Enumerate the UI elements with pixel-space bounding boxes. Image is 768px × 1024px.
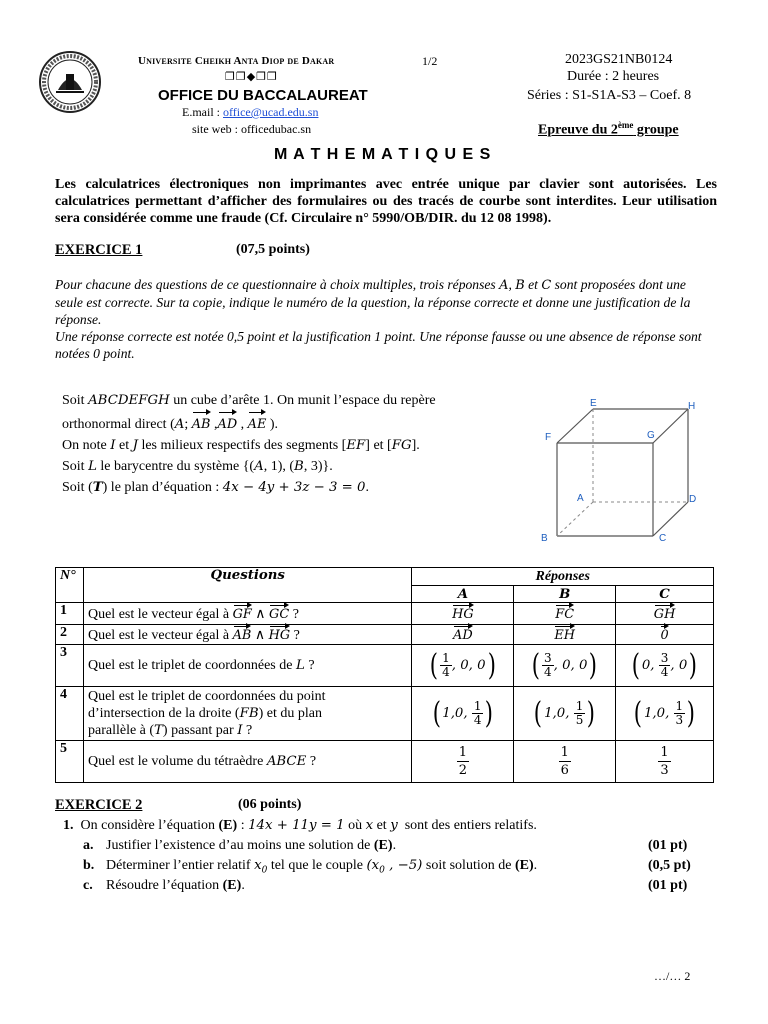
page-footer: …/… 2 bbox=[654, 969, 691, 983]
cube-label-e: E bbox=[590, 398, 597, 409]
cube-label-c: C bbox=[659, 533, 667, 544]
page-title: M A T H E M A T I Q U E S bbox=[274, 146, 492, 163]
table-header-row bbox=[56, 568, 714, 586]
cube-label-g: G bbox=[647, 430, 655, 441]
qcm-table bbox=[55, 567, 714, 783]
cube-label-b: B bbox=[541, 533, 548, 544]
cube-label-h: H bbox=[688, 401, 696, 412]
exam-code: 2023GS21NB0124 bbox=[565, 52, 673, 67]
table-row: 1 Quel est le vecteur égal à GF ∧ GC ? HG FC GH bbox=[56, 603, 714, 625]
cube-label-a: A bbox=[577, 493, 584, 504]
site-line: site web : officedubac.sn bbox=[192, 122, 312, 136]
cube-diagram bbox=[535, 395, 710, 545]
table-row: 4 Quel est le triplet de coordonnées du point d’intersection de la droite (FB) et du plan parallèle à (T) passant par I ? ( 1,0, $\frac{1}{4}$ ) ( 1,0, $\frac{1}{5}$ ) ( 1,0, $\frac{1}{3}$ ) bbox=[56, 687, 714, 741]
ornament: ❐❐◆❐❐ bbox=[225, 71, 278, 83]
ex2-title: EXERCICE 2 bbox=[55, 797, 143, 813]
cube-label-f: F bbox=[545, 432, 552, 443]
header-a: A bbox=[412, 586, 514, 603]
ex2-c-points: (01 pt) bbox=[648, 878, 688, 893]
ex2-points: (06 points) bbox=[238, 797, 302, 812]
ex2-a-label: a. bbox=[83, 838, 94, 853]
page-index: 1/2 bbox=[422, 54, 438, 68]
calculator-notice: Les calculatrices électroniques non imprimantes avec entrée unique par clavier sont autorisées. Les calculatrices permettant d’afficher des formulaires ou des tracés de courbe sont interdites. Leur utilisation sera considérée comme une fraude (Cf. Circulaire n° 5990/OB/DIR. du 12 08 1998). bbox=[55, 177, 717, 226]
header-reponses: Réponses bbox=[412, 568, 714, 586]
table-row: 2 Quel est le vecteur égal à AB ∧ HG ? AD EH 0 bbox=[56, 625, 714, 645]
table-row: 3 Quel est le triplet de coordonnées de L ? ( $\frac{1}{4}$ , 0, 0) ( $\frac{3}{4}$ , 0, 0) ( 0, $\frac{3}{4}$ , 0) bbox=[56, 645, 714, 687]
cube-label-d: D bbox=[689, 494, 697, 505]
ex2-b-text: Déterminer l’entier relatif $x_0$ tel que le couple ($x_0$ , −5) soit solution de (E). bbox=[106, 858, 538, 876]
epreuve: Epreuve du 2ème groupe bbox=[538, 120, 679, 138]
ex2-b-points: (0,5 pt) bbox=[648, 858, 691, 873]
ex2-c-label: c. bbox=[83, 878, 93, 893]
ex2-b-label: b. bbox=[83, 858, 95, 873]
university-logo bbox=[38, 50, 102, 114]
ex1-points: (07,5 points) bbox=[236, 242, 310, 257]
ex2-c-text: Résoudre l’équation (E). bbox=[106, 878, 245, 893]
header-num: N° bbox=[56, 568, 84, 603]
office-title: OFFICE DU BACCALAUREAT bbox=[158, 87, 368, 104]
ex1-statement: Soit ABCDEFGH un cube d’arête 1. On munit l’espace du repère orthonormal direct (A; AB ,AD , AE ). On note I et J les milieux respectifs des segments [EF] et [FG]. Soit L le barycentre du système {(A, 1), (B, 3)}. Soit (T) le plan d’équation : 4x − 4y + 3z − 3 = 0. bbox=[62, 393, 436, 495]
ex1-intro: Pour chacune des questions de ce questionnaire à choix multiples, trois réponses A, B et C sont proposées dont une seule est correcte. Sur ta copie, indique le numéro de la question, la réponse correcte et donne une justification de la réponse. Une réponse correcte est notée 0,5 point et la justification 1 point. Une réponse fausse ou une absence de réponse sont notées 0 point. bbox=[55, 277, 702, 361]
ex2-a-text: Justifier l’existence d’au moins une solution de (E). bbox=[106, 838, 397, 853]
ex1-title: EXERCICE 1 bbox=[55, 242, 143, 258]
series: Séries : S1-S1A-S3 – Coef. 8 bbox=[527, 88, 692, 103]
duration: Durée : 2 heures bbox=[567, 69, 660, 84]
email-link[interactable]: office@ucad.edu.sn bbox=[223, 105, 319, 119]
table-row: 5 Quel est le volume du tétraèdre ABCE ? $\frac{1}{2}$ $\frac{1}{6}$ $\frac{1}{3}$ bbox=[56, 741, 714, 783]
email-line: E.mail : office@ucad.edu.sn bbox=[182, 105, 319, 119]
ex2-a-points: (01 pt) bbox=[648, 838, 688, 853]
header-questions: Questions bbox=[83, 568, 411, 603]
header-c: C bbox=[616, 586, 714, 603]
header-b: B bbox=[514, 586, 616, 603]
ex2-q1: 1. On considère l’équation (E) : 14x + 11y = 1 où x et y sont des entiers relatifs. bbox=[63, 818, 537, 833]
university-name: Universite Cheikh Anta Diop de Dakar bbox=[138, 55, 335, 67]
